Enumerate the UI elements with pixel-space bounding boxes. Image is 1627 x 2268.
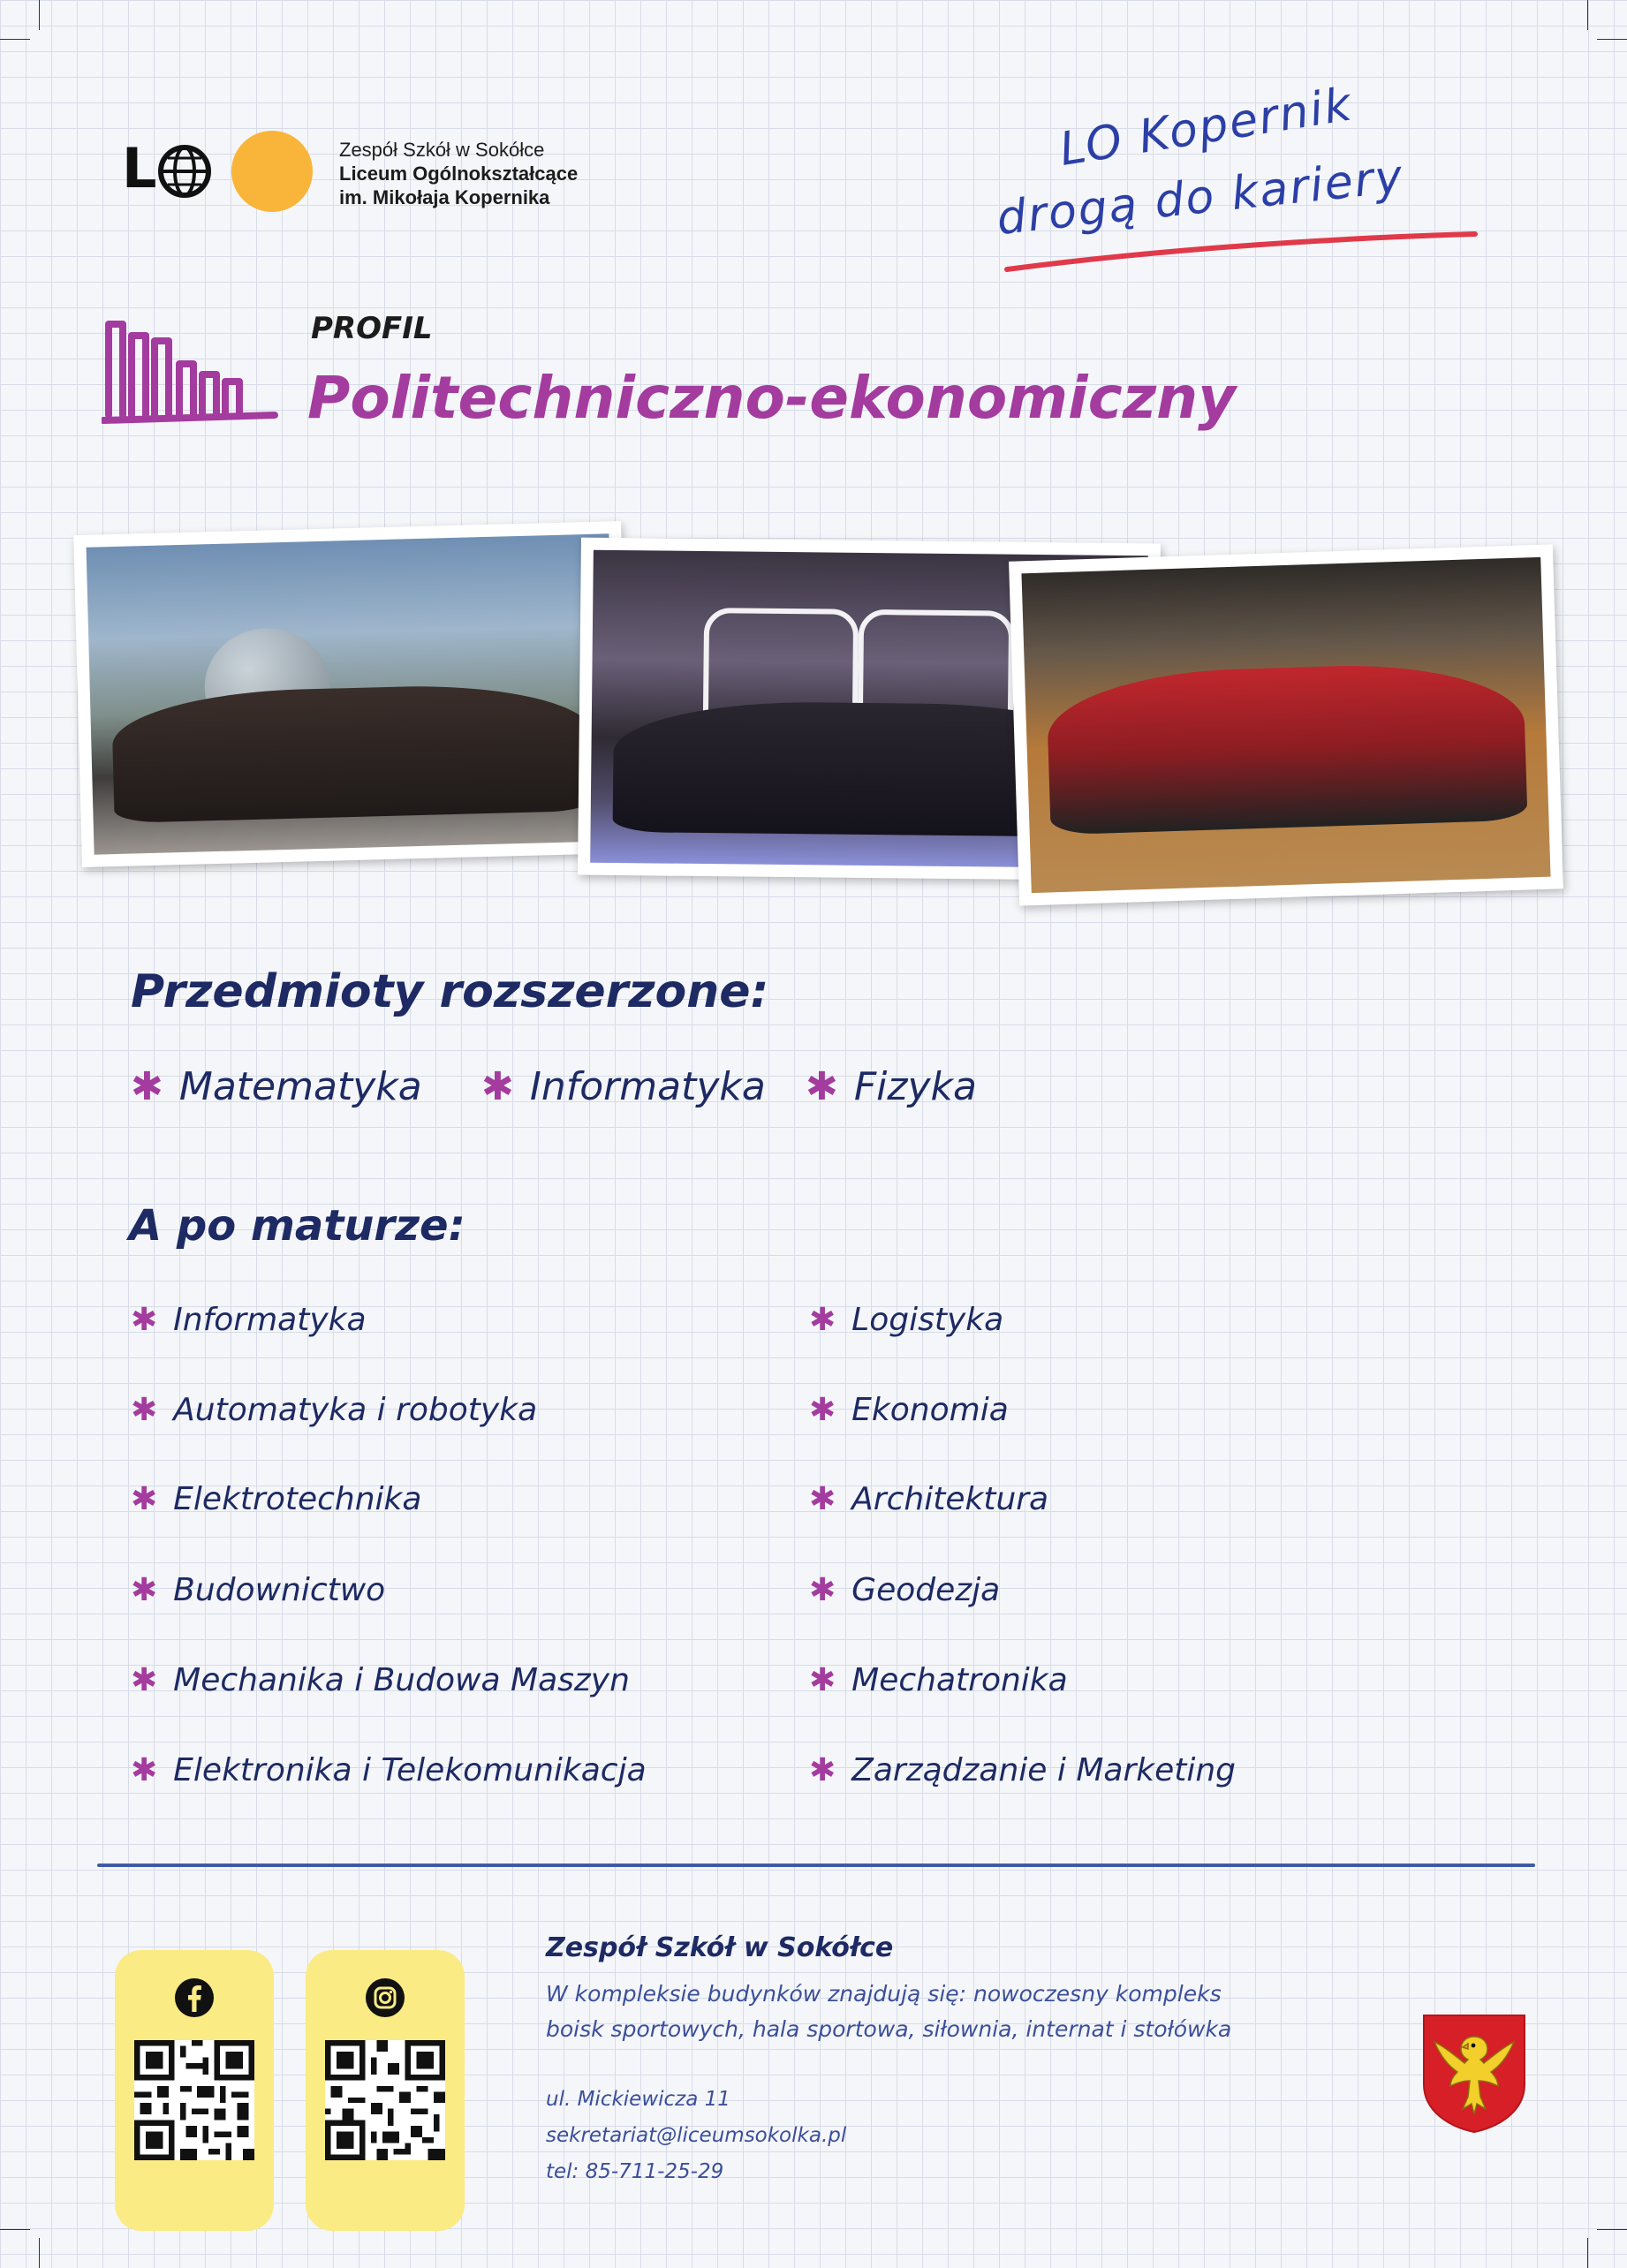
career-item [131, 1662, 630, 1698]
career-item [809, 1302, 1003, 1338]
profile-label: PROFIL [311, 311, 433, 346]
footer-description [546, 1977, 1231, 2047]
footer-email[interactable]: sekretariat@liceumsokolka.pl [546, 2124, 847, 2147]
footer-desc-line: boisk sportowych, hala sportowa, siłownia, internat i stołówka [546, 2016, 1232, 2042]
crop-mark [0, 2229, 30, 2230]
school-line-3: im. Mikołaja Kopernika [339, 186, 550, 208]
crop-mark [39, 0, 40, 30]
asterisk-icon: ✱ [809, 1392, 836, 1428]
career-item [131, 1302, 367, 1338]
subjects-heading: Przedmioty rozszerzone: [131, 965, 769, 1018]
asterisk-icon: ✱ [131, 1064, 163, 1109]
school-name [339, 138, 578, 209]
school-line-1: Zespół Szkół w Sokółce [339, 139, 545, 161]
crop-mark [39, 2238, 40, 2268]
asterisk-icon: ✱ [131, 1481, 158, 1517]
career-label: Budownictwo [173, 1572, 386, 1608]
crop-mark [1587, 2238, 1588, 2268]
career-label: Mechanika i Budowa Maszyn [173, 1662, 630, 1698]
career-item [131, 1572, 385, 1608]
asterisk-icon: ✱ [131, 1302, 158, 1338]
asterisk-icon: ✱ [131, 1752, 158, 1788]
asterisk-icon: ✱ [809, 1302, 836, 1338]
asterisk-icon: ✱ [131, 1572, 158, 1608]
sun-circle-icon [231, 131, 313, 212]
asterisk-icon: ✱ [131, 1662, 158, 1698]
subject-label: Matematyka [178, 1064, 422, 1109]
asterisk-icon: ✱ [809, 1481, 836, 1517]
footer-title: Zespół Szkół w Sokółce [546, 1932, 894, 1963]
logo-letter-l: L [122, 136, 157, 200]
footer-address: ul. Mickiewicza 11 [546, 2088, 730, 2111]
career-label: Mechatronika [851, 1662, 1068, 1698]
asterisk-icon: ✱ [481, 1064, 514, 1109]
career-item [131, 1752, 647, 1788]
facebook-qr-card[interactable] [115, 1950, 274, 2231]
instagram-icon [364, 1977, 406, 2019]
career-label: Elektronika i Telekomunikacja [173, 1752, 647, 1788]
asterisk-icon: ✱ [806, 1064, 838, 1109]
career-label: Automatyka i robotyka [173, 1392, 538, 1428]
footer-desc-line: W kompleksie budynków znajdują się: nowoczesny kompleks [546, 1981, 1222, 2007]
career-item [809, 1752, 1236, 1788]
slogan-line-1: LO Kopernik [1056, 78, 1357, 177]
subject-label: Informatyka [529, 1064, 766, 1109]
career-label: Architektura [851, 1481, 1049, 1517]
career-item [131, 1392, 537, 1428]
slogan-line-2: drogą do kariery [994, 149, 1407, 246]
slogan-underline [1003, 230, 1479, 283]
career-item [809, 1662, 1068, 1698]
bar-chart-icon [102, 311, 278, 426]
crop-mark [1597, 2229, 1627, 2230]
subject-item [806, 1064, 977, 1109]
facebook-qr-code[interactable] [134, 2040, 254, 2160]
asterisk-icon: ✱ [131, 1392, 158, 1428]
subject-item [481, 1064, 766, 1109]
career-item [809, 1481, 1048, 1517]
instagram-qr-code[interactable] [325, 2040, 445, 2160]
career-label: Logistyka [851, 1302, 1004, 1338]
coat-of-arms-icon [1420, 2012, 1528, 2134]
crop-mark [1597, 39, 1627, 40]
photo-volleyball-team [1009, 544, 1563, 905]
asterisk-icon: ✱ [809, 1752, 836, 1788]
globe-icon [157, 144, 212, 199]
asterisk-icon: ✱ [809, 1572, 836, 1608]
asterisk-icon: ✱ [809, 1662, 836, 1698]
divider-line [97, 1864, 1535, 1867]
career-label: Informatyka [173, 1302, 367, 1338]
career-item [131, 1481, 421, 1517]
career-label: Zarządzanie i Marketing [851, 1752, 1237, 1788]
crop-mark [1587, 0, 1588, 30]
after-exam-heading: A po maturze: [129, 1201, 465, 1251]
career-item [809, 1572, 1000, 1608]
school-line-2: Liceum Ogólnokształcące [339, 163, 579, 185]
footer-phone[interactable]: tel: 85-711-25-29 [546, 2160, 724, 2183]
crop-mark [0, 39, 30, 40]
instagram-qr-card[interactable] [306, 1950, 465, 2231]
career-label: Geodezja [851, 1572, 1001, 1608]
subject-label: Fizyka [853, 1064, 977, 1109]
profile-name: Politechniczno-ekonomiczny [307, 364, 1237, 432]
subject-item [131, 1064, 422, 1109]
facebook-icon [173, 1977, 216, 2019]
career-label: Elektrotechnika [173, 1481, 422, 1517]
photo-group-outdoor [73, 521, 630, 867]
career-item [809, 1392, 1009, 1428]
career-label: Ekonomia [851, 1392, 1009, 1428]
